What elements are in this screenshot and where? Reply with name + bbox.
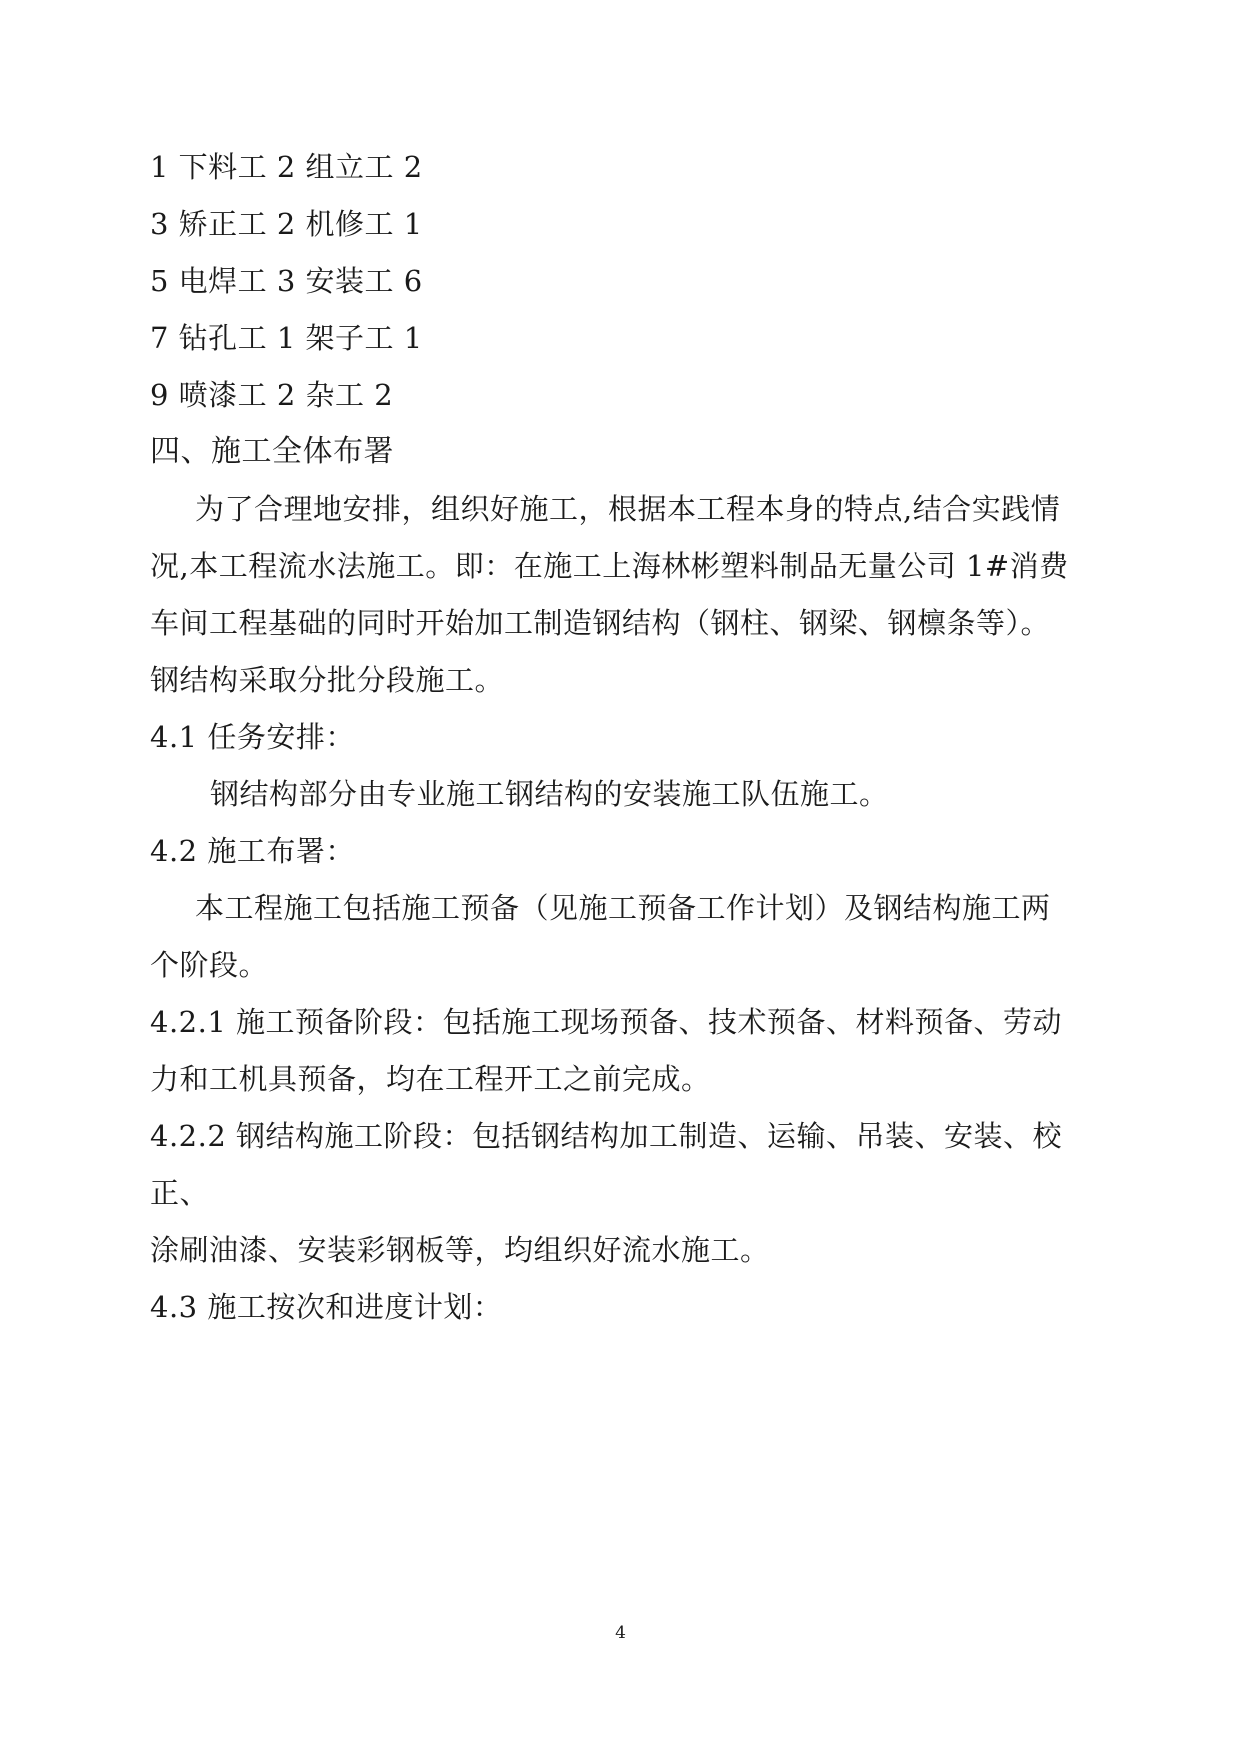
- intro-paragraph-line-1: 为了合理地安排，组织好施工，根据本工程本身的特点,结合实践情: [195, 492, 1061, 526]
- page-number: 4: [615, 1623, 626, 1643]
- labor-row-2: 3 矫正工 2 机修工 1: [150, 207, 423, 241]
- intro-paragraph-line-4: 钢结构采取分批分段施工。: [150, 663, 505, 697]
- section-4-1-text: 钢结构部分由专业施工钢结构的安装施工队伍施工。: [210, 777, 889, 811]
- labor-row-4: 7 钻孔工 1 架子工 1: [150, 321, 423, 355]
- labor-row-5: 9 喷漆工 2 杂工 2: [150, 378, 394, 412]
- section-4-2-2-line-2: 正、: [150, 1176, 210, 1210]
- section-4-2-2-line-1: 4.2.2 钢结构施工阶段：包括钢结构加工制造、运输、吊装、安装、校: [150, 1119, 1063, 1153]
- section-4-2-2-line-3: 涂刷油漆、安装彩钢板等，均组织好流水施工。: [150, 1233, 770, 1267]
- intro-paragraph-line-3: 车间工程基础的同时开始加工制造钢结构（钢柱、钢梁、钢檩条等）。: [150, 606, 1051, 640]
- section-4-2-text-line-1: 本工程施工包括施工预备（见施工预备工作计划）及钢结构施工两: [195, 891, 1051, 925]
- section-4-2-text-line-2: 个阶段。: [150, 948, 269, 982]
- section-4-2-title: 4.2 施工布署：: [150, 834, 355, 868]
- section-4-2-1-line-2: 力和工机具预备，均在工程开工之前完成。: [150, 1062, 711, 1096]
- labor-row-3: 5 电焊工 3 安装工 6: [150, 264, 423, 298]
- section-4-2-1-line-1: 4.2.1 施工预备阶段：包括施工现场预备、技术预备、材料预备、劳动: [150, 1005, 1063, 1039]
- intro-paragraph-line-2: 况,本工程流水法施工。即：在施工上海林彬塑料制品无量公司 1#消费: [150, 549, 1069, 583]
- labor-row-1: 1 下料工 2 组立工 2: [150, 150, 423, 184]
- section-4-3-title: 4.3 施工按次和进度计划：: [150, 1290, 503, 1324]
- section-heading: 四、施工全体布署: [150, 434, 394, 469]
- section-4-1-title: 4.1 任务安排：: [150, 720, 355, 754]
